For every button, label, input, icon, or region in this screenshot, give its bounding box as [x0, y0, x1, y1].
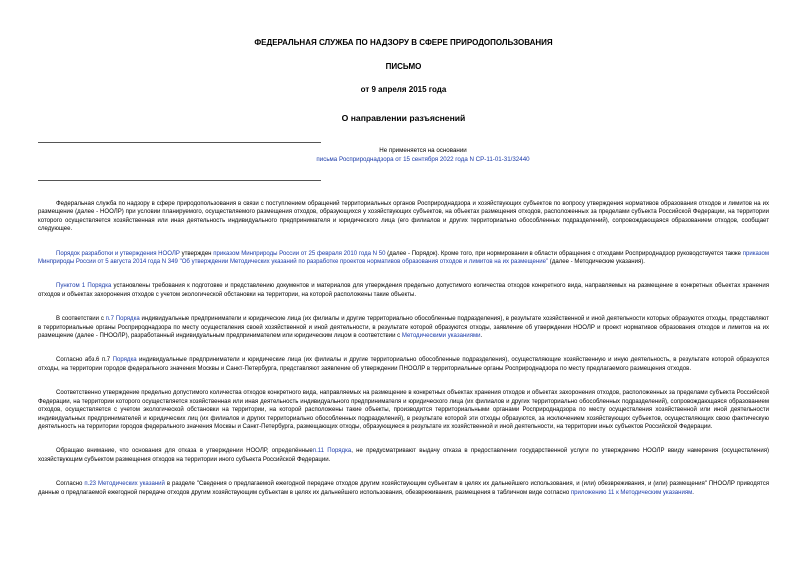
document-body: [38, 200, 769, 497]
document-title: О направлении разъяснений: [341, 113, 466, 123]
status-note: [38, 138, 769, 182]
text: установлены требования к подготовке и представлению документов и материалов для утверждения предельно допустимого количества отходов конкретного вида, направляемых на размещение в конкретных объектах хранения отходов и объектах захоронения отходов с учетом экологической обстановки на территории, на которой расположены такие объекты.: [38, 283, 769, 298]
text: (далее - Методические указания).: [548, 259, 645, 266]
paragraph-7: [38, 447, 769, 464]
divider-top: [38, 142, 321, 143]
text: (далее - Порядок). Кроме того, при нормировании в области обращения с отходами Росприроднадзор руководствуется также: [385, 250, 743, 257]
link-order-349[interactable]: приказом Минприроды России от 5 августа 2014 года N 349 "Об утверждении Методических указаний по разработке проектов нормативов образования отходов и лимитов на их размещение": [38, 250, 770, 266]
paragraph-4: [38, 315, 769, 340]
paragraph-2: [38, 250, 769, 267]
link-p7[interactable]: п.7 Порядка: [105, 316, 140, 323]
link-order-50[interactable]: приказом Минприроды России от 25 февраля 2010 года N 50: [213, 250, 386, 257]
text: .: [480, 333, 483, 340]
link-p11[interactable]: п.11 Порядка: [312, 448, 352, 455]
status-note-link[interactable]: письма Росприроднадзора от 15 сентября 2022 года N СР-11-01-31/32440: [316, 156, 530, 163]
text: индивидуальные предприниматели и юридические лица (их филиалы и другие территориально обособленные подразделения), осуществляющие хозяйственную и иную деятельность, в результате которой образуются отходы, на территории городов федерального значения Москвы и Санкт-Петербурга, представляют заявление об утверждении ПНООЛР в территориальные органы Росприроднадзора по месту предлагаемого размещения отходов.: [38, 357, 769, 372]
document-type: ПИСЬМО: [385, 62, 422, 71]
link-poryadok[interactable]: Порядок разработки и утверждения НООЛР: [56, 250, 180, 257]
paragraph-5: [38, 356, 769, 373]
paragraph-8: [38, 480, 769, 497]
paragraph-1: Федеральная служба по надзору в сфере природопользования в связи с поступлением обращений территориальных органов Росприроднадзора и хозяйствующих субъектов по вопросу утверждения нормативов образования отходов и лимитов на их размещение (далее - НООЛР) при условии планируемого, осуществляемого размещения отходов, образующихся у хозяйствующих субъектов, на объектах размещения отходов, расположенных за пределами субъекта Российской Федерации, на территории которого осуществляется хозяйственная или иная деятельность индивидуального предпринимателя и юридического лица (его филиалов и других территориально обособленных подразделений), сопровождающаяся образованием отходов, сообщает следующее.: [38, 201, 769, 233]
link-method-guidelines[interactable]: Методическими указаниями: [401, 333, 481, 340]
link-p23[interactable]: п.23 Методических указаний: [84, 481, 165, 488]
text: утвержден: [179, 250, 214, 257]
issuing-organization: ФЕДЕРАЛЬНАЯ СЛУЖБА ПО НАДЗОРУ В СФЕРЕ ПРИРОДОПОЛЬЗОВАНИЯ: [254, 38, 553, 47]
text: , не предусматривают выдачу отказа в предоставлении государственной услуги по утверждению НООЛР ввиду намерения (осуществления) хозяйствующим субъектом размещения отходов на территории иного субъекта Российской Федерации.: [38, 448, 769, 463]
divider-bottom: [38, 180, 321, 181]
text: Согласно абз.6 п.7: [56, 357, 113, 364]
text: В соответствии с: [56, 316, 106, 323]
paragraph-3: [38, 282, 769, 299]
link-punkt-1[interactable]: Пунктом 1 Порядка: [56, 283, 112, 290]
paragraph-6: Соответственно утверждение предельно допустимого количества отходов конкретного вида, направляемых на размещение в конкретных объектах хранения отходов и объектах захоронения отходов, расположенных за пределами субъекта Российской Федерации, на территории которого осуществляется хозяйственная или иная деятельность индивидуального предпринимателя и юридического лица (их филиалов и других территориально обособленных подразделений), сопровождающаяся образованием отходов, осуществляется с учетом экологической обстановки на территории, на которой расположены такие объекты, производится территориальными органами Росприроднадзора по месту осуществления хозяйственной или иной деятельности индивидуальных предпринимателей и юридических лиц (их филиалов и других территориально обособленных подразделений), в результате которой эти отходы образуются, за исключением хозяйствующих субъектов, осуществляющих свою фактическую деятельность на территории городов федерального значения Москвы и Санкт-Петербурга, размещающих отходы, образующиеся в результате их хозяйственной и иной деятельности, на территории иных субъектов Российской Федерации.: [38, 390, 769, 430]
link-appendix-11[interactable]: приложению 11 к Методическим указаниям: [570, 489, 693, 496]
text: Согласно: [56, 481, 85, 488]
status-note-text: [248, 146, 598, 164]
document-date: от 9 апреля 2015 года: [360, 85, 447, 94]
text: в разделе "Сведения о предлагаемой ежегодной передаче отходов другим хозяйствующим субъектам в целях их дальнейшего использования, и (или) обезвреживания, и (или) размещения" ПНООЛР приводятся данные о предлагаемой ежегодной передаче отходов другим хозяйствующим субъектам в целях их дальнейшего использования, обезвреживания, размещения в табличном виде согласно: [38, 481, 769, 496]
text: Обращаю внимание, что основания для отказа в утверждении НООЛР, определённые: [56, 448, 313, 455]
link-poryadok-2[interactable]: Порядка: [112, 357, 137, 364]
text: индивидуальные предприниматели и юридические лица (их филиалы и другие территориально обособленные подразделения), в результате хозяйственной и иной деятельности которых образуются отходы, представляют в территориальные органы Росприроднадзора по месту осуществления своей хозяйственной и иной деятельности, в результате которой образуются отходы, заявление об утверждении НООЛР и проект нормативов образования отходов и лимитов на их размещение (далее - ПНООЛР), разработанный индивидуальным предпринимателем или юридическим лицом в соответствии с: [38, 316, 769, 340]
status-note-line: Не применяется на основании: [379, 147, 467, 154]
text: .: [692, 489, 694, 496]
